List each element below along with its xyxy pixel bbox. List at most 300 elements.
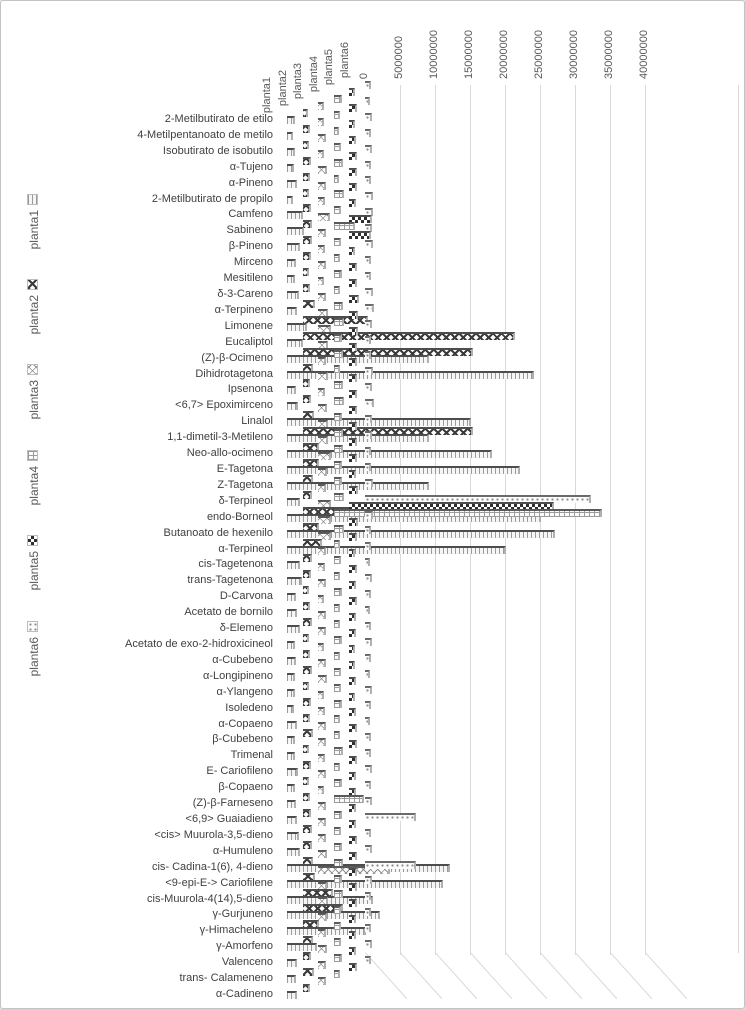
category-axis-label: α-Pineno xyxy=(228,176,273,189)
category-axis-label: α-Terpineno xyxy=(214,303,273,316)
bar-planta4 xyxy=(334,159,344,167)
bar-planta1 xyxy=(287,498,300,506)
bar-planta1 xyxy=(287,768,298,776)
bar-planta3 xyxy=(318,293,326,301)
bar-planta5 xyxy=(349,915,356,923)
bar-planta3 xyxy=(318,229,326,237)
bar-planta3 xyxy=(318,134,326,142)
bar-planta3 xyxy=(318,579,326,587)
value-axis-tick xyxy=(533,7,547,79)
bar-planta5 xyxy=(349,963,357,971)
bar-planta2 xyxy=(303,618,312,626)
category-axis-label: Limonene xyxy=(224,319,273,332)
bar-planta3 xyxy=(318,547,326,555)
bar-planta6 xyxy=(365,924,371,932)
bar-planta6 xyxy=(365,161,371,169)
legend-label: planta5 xyxy=(27,551,41,591)
bar-planta3 xyxy=(318,150,324,158)
bar-planta3 xyxy=(318,197,325,205)
bar-planta6 xyxy=(365,145,373,153)
category-axis-label: Linalol xyxy=(241,415,273,428)
category-axis-label: β-Pineno xyxy=(228,240,273,253)
bar-planta4 xyxy=(334,556,342,564)
bar-planta6 xyxy=(365,463,371,471)
bar-planta6 xyxy=(365,415,373,423)
bar-planta1 xyxy=(287,609,297,617)
bar-planta5 xyxy=(349,899,357,907)
bar-planta4 xyxy=(334,700,342,708)
value-axis-tick xyxy=(638,7,652,79)
bar-planta2 xyxy=(303,173,311,181)
category-axis-label: δ-3-Careno xyxy=(217,287,273,300)
bar-planta3 xyxy=(318,802,326,810)
bar-planta6 xyxy=(365,638,373,646)
category-axis-label: α-Tujeno xyxy=(229,160,273,173)
bar-planta2 xyxy=(303,491,312,499)
bar-planta6 xyxy=(365,622,371,630)
bar-planta4 xyxy=(334,525,344,533)
bar-planta3 xyxy=(318,754,325,762)
bar-planta2 xyxy=(303,189,310,197)
value-axis-tick-label: 15000000 xyxy=(462,30,475,79)
bar-planta4 xyxy=(334,540,341,548)
bar-planta5 xyxy=(349,820,356,828)
bar-planta1 xyxy=(287,784,295,792)
bar-planta3 xyxy=(318,834,326,842)
bar-planta5 xyxy=(349,88,355,96)
bar-planta4 xyxy=(334,254,341,262)
bar-planta2 xyxy=(303,284,311,292)
bar-planta5 xyxy=(349,454,357,462)
bar-planta2 xyxy=(303,554,312,562)
category-axis-label: δ-Elemeno xyxy=(219,622,273,635)
category-axis-label: Butanoato de hexenilo xyxy=(163,526,273,539)
bar-planta3 xyxy=(318,929,326,937)
bar-planta5 xyxy=(349,168,357,176)
bar-planta4 xyxy=(334,684,342,692)
legend-label: planta1 xyxy=(27,210,41,250)
value-axis-tick xyxy=(463,7,477,79)
bar-planta1 xyxy=(287,577,302,585)
bar-planta4 xyxy=(334,238,342,246)
bar-planta2 xyxy=(303,825,312,833)
bar-planta5 xyxy=(349,836,357,844)
bar-planta2 xyxy=(303,650,311,658)
bar-planta5 xyxy=(349,724,357,732)
bar-planta6 xyxy=(365,892,372,900)
bar-planta6 xyxy=(365,192,373,200)
bar-planta6 xyxy=(365,256,372,264)
bar-planta6 xyxy=(365,383,373,391)
depth-axis-label xyxy=(323,7,336,85)
bar-planta4 xyxy=(334,270,342,278)
depth-axis-label-text: planta6 xyxy=(338,41,351,78)
bar-planta3 xyxy=(318,850,327,858)
bar-planta6 xyxy=(365,749,371,757)
bar-planta4 xyxy=(334,731,341,739)
bar-planta4 xyxy=(334,477,342,485)
bar-planta5 xyxy=(349,693,355,701)
floor-gridline xyxy=(435,952,477,999)
bar-planta6 xyxy=(365,304,375,312)
bar-planta6 xyxy=(365,781,371,789)
bar-planta2 xyxy=(303,236,312,244)
bar-planta3 xyxy=(318,961,326,969)
category-axis-label: Camfeno xyxy=(228,208,273,221)
category-axis-label: α-Cubebeno xyxy=(212,653,273,666)
category-axis-label: cis- Cadina-1(6), 4-dieno xyxy=(151,860,273,873)
category-axis-label: α-Cadineno xyxy=(215,987,273,1000)
bar-planta2 xyxy=(303,125,311,133)
value-axis-tick-label: 20000000 xyxy=(497,30,510,79)
category-axis-label: α-Copaeno xyxy=(218,717,273,730)
bar-planta3 xyxy=(318,468,327,476)
bar-planta6 xyxy=(365,717,371,725)
category-axis-label: endo-Borneol xyxy=(206,510,273,523)
value-axis-tick-label: 25000000 xyxy=(532,30,545,79)
bar-planta1 xyxy=(287,593,296,601)
bar-planta1 xyxy=(287,402,298,410)
bar-planta6 xyxy=(365,940,373,948)
value-axis-tick xyxy=(358,7,372,79)
bar-planta4 xyxy=(334,843,342,851)
value-axis-tick-label: 35000000 xyxy=(602,30,615,79)
bar-planta1 xyxy=(287,132,293,140)
bar-planta5 xyxy=(349,358,357,366)
bar-planta4 xyxy=(334,350,343,358)
bar-planta4 xyxy=(334,588,342,596)
category-axis-label: 4-Metilpentanoato de metilo xyxy=(137,128,273,141)
bar-planta4 xyxy=(334,890,343,898)
category-axis-label: 1,1-dimetil-3-Metileno xyxy=(167,431,273,444)
bar-planta1 xyxy=(287,180,297,188)
bar-planta6 xyxy=(365,654,372,662)
bar-planta3 xyxy=(318,738,326,746)
bar-planta3 xyxy=(318,213,330,221)
bar-planta5 xyxy=(349,661,355,669)
bar-planta6 xyxy=(365,686,373,694)
bar-planta5 xyxy=(349,868,357,876)
bar-planta6 xyxy=(365,590,371,598)
value-axis-tick-label: 10000000 xyxy=(427,30,440,79)
bar-planta1 xyxy=(287,896,373,904)
bar-planta6 xyxy=(365,956,371,964)
category-axis-label: Trimenal xyxy=(230,749,273,762)
bar-planta3 xyxy=(318,611,326,619)
bar-planta5 xyxy=(349,947,356,955)
bar-planta4 xyxy=(334,429,343,437)
bar-planta5 xyxy=(349,422,357,430)
bar-planta1 xyxy=(287,339,303,347)
bar-planta2 xyxy=(303,157,311,165)
depth-axis-label-text: planta5 xyxy=(323,48,335,85)
bar-planta5 xyxy=(349,581,356,589)
bar-planta6 xyxy=(365,908,371,916)
category-axis-label: E-Tagetona xyxy=(216,462,273,475)
bar-planta4 xyxy=(334,334,342,342)
bar-planta4 xyxy=(334,572,340,580)
value-axis-tick xyxy=(393,7,407,79)
category-axis-label: α-Humuleno xyxy=(212,844,273,857)
bar-planta3 xyxy=(318,659,326,667)
floor-gridline xyxy=(610,952,652,999)
value-gridline xyxy=(610,85,611,955)
category-axis-label: Z-Tagetona xyxy=(217,478,273,491)
bar-planta1 xyxy=(287,291,299,299)
bar-planta2 xyxy=(303,395,311,403)
bar-planta4 xyxy=(334,620,340,628)
bar-planta6 xyxy=(365,367,373,375)
bar-planta4 xyxy=(334,413,342,421)
bar-planta4 xyxy=(334,461,342,469)
bar-planta2 xyxy=(303,793,311,801)
bar-planta5 xyxy=(349,199,356,207)
bar-planta1 xyxy=(287,752,295,760)
category-axis-label: Sabineno xyxy=(226,224,273,237)
bar-planta3 xyxy=(318,166,327,174)
bar-planta3 xyxy=(318,722,326,730)
bar-planta3 xyxy=(318,357,326,365)
depth-axis-label xyxy=(277,28,290,106)
bar-planta5 xyxy=(349,104,357,112)
bar-planta5 xyxy=(349,263,357,271)
category-axis-label: β-Cubebeno xyxy=(212,733,273,746)
bar-planta2 xyxy=(303,109,309,117)
bar-planta2 xyxy=(303,141,309,149)
bar-planta4 xyxy=(334,747,343,755)
bar-planta2 xyxy=(303,570,311,578)
legend-label: planta4 xyxy=(27,466,41,506)
bar-planta2 xyxy=(303,204,311,212)
bar-planta4 xyxy=(334,318,344,326)
bar-planta6 xyxy=(365,240,373,248)
bar-planta1 xyxy=(287,434,429,442)
bar-planta6 xyxy=(365,765,373,773)
bar-planta6 xyxy=(365,479,373,487)
category-axis-label: α-Longipineno xyxy=(203,669,273,682)
bar-planta4 xyxy=(334,652,341,660)
bar-planta6 xyxy=(365,670,371,678)
legend-label: planta3 xyxy=(27,380,41,420)
bar-planta3 xyxy=(318,786,324,794)
category-axis-label: <6,9> Guaiadieno xyxy=(185,812,273,825)
bar-planta6 xyxy=(365,876,373,884)
bar-planta4 xyxy=(334,509,602,517)
bar-planta4 xyxy=(334,445,343,453)
bar-planta4 xyxy=(334,875,342,883)
category-axis-label: Dihidrotagetona xyxy=(195,367,273,380)
bar-planta1 xyxy=(287,355,429,363)
bar-planta5 xyxy=(349,645,355,653)
bar-planta4 xyxy=(334,763,340,771)
bar-planta1 xyxy=(287,848,300,856)
category-axis-label: Eucaliptol xyxy=(225,335,273,348)
bar-planta4 xyxy=(334,668,342,676)
bar-planta6 xyxy=(365,97,371,105)
bar-planta4 xyxy=(334,938,342,946)
bar-planta4 xyxy=(334,715,340,723)
bar-planta5 xyxy=(349,883,357,891)
value-axis-tick xyxy=(603,7,617,79)
bar-planta1 xyxy=(287,943,317,951)
bar-planta3 xyxy=(318,627,326,635)
category-axis-label: β-Copaeno xyxy=(218,781,273,794)
bar-planta6 xyxy=(365,320,373,328)
bar-planta2 xyxy=(303,841,312,849)
bar-planta5 xyxy=(349,613,356,621)
bar-planta4 xyxy=(334,175,340,183)
category-axis-label: γ-Gurjuneno xyxy=(212,908,273,921)
bar-planta5 xyxy=(349,152,357,160)
bar-planta5 xyxy=(349,804,356,812)
bar-planta5 xyxy=(349,438,357,446)
category-axis-label: <9-epi-E-> Cariofilene xyxy=(165,876,273,889)
bar-planta4 xyxy=(334,493,344,501)
bar-planta1 xyxy=(287,561,300,569)
bar-planta6 xyxy=(365,558,371,566)
bar-planta3 xyxy=(318,516,331,524)
category-axis-label: α-Terpineol xyxy=(218,542,273,555)
bar-planta4 xyxy=(334,827,342,835)
category-axis-label: 2-Metilbutirato de propilo xyxy=(151,192,273,205)
bar-planta5 xyxy=(349,852,357,860)
bar-planta1 xyxy=(287,259,296,267)
legend-label: planta2 xyxy=(27,295,41,335)
bar-planta6 xyxy=(365,447,372,455)
bar-planta1 xyxy=(287,625,300,633)
bar-planta6 xyxy=(365,526,371,534)
value-gridline xyxy=(575,85,576,955)
depth-axis-label xyxy=(308,14,321,92)
bar-planta4 xyxy=(334,365,341,373)
bar-planta6 xyxy=(365,606,371,614)
category-axis-label: Mesitileno xyxy=(223,272,273,285)
bar-planta6 xyxy=(365,511,373,519)
bar-planta2 xyxy=(303,777,310,785)
bar-planta3 xyxy=(318,977,326,985)
floor-gridline xyxy=(365,952,407,999)
bar-planta5 xyxy=(349,756,357,764)
bar-planta3 xyxy=(318,102,324,110)
bar-planta2 xyxy=(303,745,309,753)
bar-planta6 xyxy=(365,813,416,821)
value-gridline xyxy=(645,85,646,955)
bar-planta1 xyxy=(287,991,297,999)
bar-planta4 xyxy=(334,127,340,135)
category-axis-label: γ-Himacheleno xyxy=(199,924,273,937)
bar-planta2 xyxy=(303,682,310,690)
bar-planta6 xyxy=(365,81,372,89)
bar-planta5 xyxy=(349,518,358,526)
bar-planta6 xyxy=(365,336,372,344)
bar-planta5 xyxy=(349,327,358,335)
bar-planta1 xyxy=(287,227,304,235)
bar-planta4 xyxy=(334,286,341,294)
bar-planta3 xyxy=(318,372,328,380)
bar-planta4 xyxy=(334,954,342,962)
bar-planta4 xyxy=(334,970,341,978)
category-axis-label: δ-Terpineol xyxy=(218,494,273,507)
bar-planta1 xyxy=(287,482,429,490)
bar-planta5 xyxy=(349,677,356,685)
bar-planta6 xyxy=(365,176,371,184)
category-axis-label: (Z)-β-Farneseno xyxy=(192,797,273,810)
bar-planta5 xyxy=(349,629,356,637)
bar-planta6 xyxy=(365,113,373,121)
bar-planta2 xyxy=(303,952,311,960)
value-axis-tick-label: 40000000 xyxy=(637,30,650,79)
category-axis-label: trans-Tagetenona xyxy=(187,574,273,587)
depth-axis-label-text: planta4 xyxy=(307,55,320,92)
bar-planta5 xyxy=(349,247,355,255)
bar-planta6 xyxy=(365,431,373,439)
bar-planta2 xyxy=(303,379,311,387)
bar-planta6 xyxy=(365,129,371,137)
value-axis-tick xyxy=(428,7,442,79)
bar-planta1 xyxy=(287,116,295,124)
bar-planta5 xyxy=(349,390,357,398)
value-axis-tick-label: 0 xyxy=(357,72,370,79)
bar-planta1 xyxy=(287,196,293,204)
bar-planta1 xyxy=(287,705,294,713)
bar-planta5 xyxy=(349,772,356,780)
bar-planta2 xyxy=(303,252,311,260)
category-axis-label: γ-Amorfeno xyxy=(216,940,273,953)
value-axis-tick-label: 5000000 xyxy=(392,36,405,79)
bar-planta5 xyxy=(349,136,356,144)
bar-planta3 xyxy=(318,277,324,285)
bar-planta6 xyxy=(365,861,416,869)
bar-planta4 xyxy=(334,206,342,214)
bar-planta2 xyxy=(303,761,311,769)
bar-planta2 xyxy=(303,698,311,706)
bar-planta2 xyxy=(303,968,314,976)
bar-planta5 xyxy=(349,470,356,478)
category-axis-label: Isobutirato de isobutilo xyxy=(162,144,273,157)
bar-planta1 xyxy=(287,657,296,665)
bar-planta1 xyxy=(287,641,295,649)
bar-planta1 xyxy=(287,323,307,331)
bar-planta1 xyxy=(287,816,297,824)
category-axis-label: Acetato de bornilo xyxy=(184,606,273,619)
bar-planta2 xyxy=(303,300,316,308)
depth-axis-label-text: planta1 xyxy=(261,76,273,113)
bar-planta6 xyxy=(365,351,371,359)
bar-planta4 xyxy=(334,636,342,644)
category-axis-label: <6,7> Epoximirceno xyxy=(175,399,273,412)
bar-planta1 xyxy=(287,832,299,840)
bar-planta3 xyxy=(318,245,325,253)
bar-planta4 xyxy=(334,111,341,119)
bar-planta5 xyxy=(349,120,355,128)
bar-planta3 xyxy=(318,691,324,699)
bar-planta5 xyxy=(349,486,358,494)
bar-planta1 xyxy=(287,307,297,315)
bar-planta1 xyxy=(287,689,295,697)
bar-planta3 xyxy=(318,563,325,571)
bar-planta2 xyxy=(303,634,310,642)
bar-planta4 xyxy=(334,190,344,198)
plot-right-edge xyxy=(738,85,739,953)
bar-planta2 xyxy=(303,268,309,276)
bar-planta4 xyxy=(334,381,343,389)
bar-planta1 xyxy=(287,418,471,426)
bar-planta6 xyxy=(365,701,371,709)
floor-gridline xyxy=(400,952,442,999)
bar-planta6 xyxy=(365,574,373,582)
bar-planta1 xyxy=(287,673,295,681)
bar-planta4 xyxy=(334,604,341,612)
